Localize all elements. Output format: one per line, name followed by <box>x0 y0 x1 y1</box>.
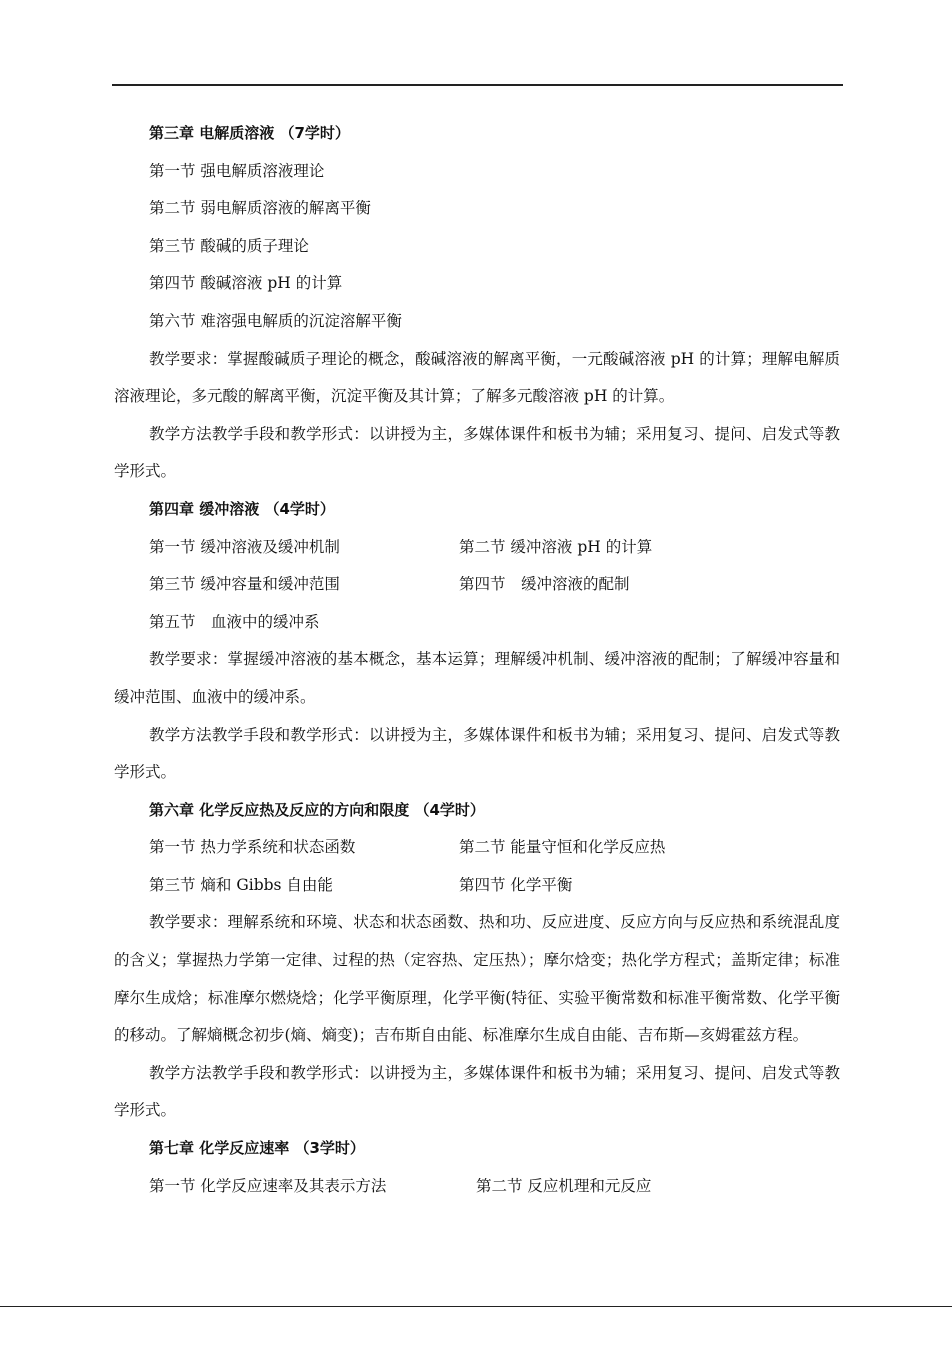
footer-rule <box>0 1306 952 1307</box>
chapter-4-section-4: 第四节 缓冲溶液的配制 <box>459 575 630 594</box>
chapter-3-section-4: 第四节 酸碱溶液 pH 的计算 <box>149 274 343 293</box>
chapter-4-title: 第四章 缓冲溶液 （4学时） <box>149 499 335 518</box>
chapter-3-requirement: 教学要求：掌握酸碱质子理论的概念，酸碱溶液的解离平衡，一元酸碱溶液 pH 的计算；理解电解质溶液理论，多元酸的解离平衡，沉淀平衡及其计算；了解多元酸溶液 pH 的计算。 <box>114 349 840 406</box>
chapter-3-section-6: 第六节 难溶强电解质的沉淀溶解平衡 <box>149 311 402 330</box>
chapter-4-section-1: 第一节 缓冲溶液及缓冲机制 <box>149 537 340 556</box>
header-rule <box>112 84 843 86</box>
chapter-6-section-2: 第二节 能量守恒和化学反应热 <box>459 838 666 857</box>
chapter-6-sections-row-1 <box>114 829 840 867</box>
chapter-3-method: 教学方法教学手段和教学形式：以讲授为主，多媒体课件和板书为辅；采用复习、提问、启发式等教学形式。 <box>114 424 840 481</box>
chapter-6-section-3: 第三节 熵和 Gibbs 自由能 <box>149 875 333 894</box>
chapter-3-title: 第三章 电解质溶液 （7学时） <box>149 124 350 142</box>
chapter-3-section-1: 第一节 强电解质溶液理论 <box>149 161 325 180</box>
chapter-6-requirement: 教学要求：理解系统和环境、状态和状态函数、热和功、反应进度、反应方向与反应热和系统混乱度的含义；掌握热力学第一定律、过程的热（定容热、定压热）；摩尔焓变；热化学方程式；盖斯定律；标准摩尔生成焓；标准摩尔燃烧焓；化学平衡原理，化学平衡(特征、实验平衡常数和标准平衡常数、化学平衡的移动。了解熵概念初步(熵、熵变)；吉布斯自由能、标准摩尔生成自由能、吉布斯—亥姆霍兹方程。 <box>114 913 840 1045</box>
chapter-6-method: 教学方法教学手段和教学形式：以讲授为主，多媒体课件和板书为辅；采用复习、提问、启发式等教学形式。 <box>114 1063 840 1120</box>
chapter-6-title: 第六章 化学反应热及反应的方向和限度 （4学时） <box>149 800 485 819</box>
chapter-4-sections-row-1 <box>114 529 840 567</box>
chapter-6-section-1: 第一节 热力学系统和状态函数 <box>149 838 356 857</box>
chapter-7-section-2: 第二节 反应机理和元反应 <box>476 1176 652 1195</box>
chapter-6-section-4: 第四节 化学平衡 <box>459 875 573 894</box>
chapter-6-sections-row-2 <box>114 867 840 905</box>
chapter-3-section-3: 第三节 酸碱的质子理论 <box>149 236 309 255</box>
chapter-7-title: 第七章 化学反应速率 （3学时） <box>149 1139 365 1158</box>
chapter-7-section-1: 第一节 化学反应速率及其表示方法 <box>149 1176 387 1195</box>
chapter-4-section-5: 第五节 血液中的缓冲系 <box>149 612 320 631</box>
chapter-7-sections-row-1 <box>114 1168 840 1206</box>
document-body <box>114 115 840 1205</box>
chapter-4-method: 教学方法教学手段和教学形式：以讲授为主，多媒体课件和板书为辅；采用复习、提问、启发式等教学形式。 <box>114 725 840 782</box>
chapter-4-section-2: 第二节 缓冲溶液 pH 的计算 <box>459 537 653 556</box>
chapter-4-sections-row-2 <box>114 566 840 604</box>
chapter-4-section-3: 第三节 缓冲容量和缓冲范围 <box>149 575 340 594</box>
chapter-4-requirement: 教学要求：掌握缓冲溶液的基本概念，基本运算；理解缓冲机制、缓冲溶液的配制；了解缓冲容量和缓冲范围、血液中的缓冲系。 <box>114 650 840 706</box>
chapter-3-section-2: 第二节 弱电解质溶液的解离平衡 <box>149 199 371 218</box>
